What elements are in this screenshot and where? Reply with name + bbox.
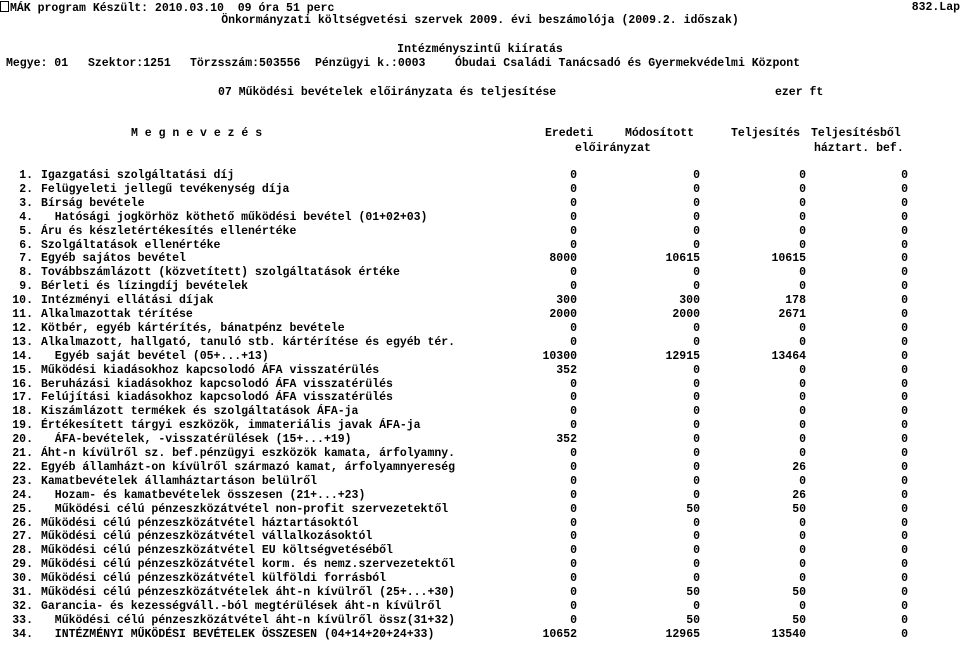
row-label: Beruházási kiadásokhoz kapcsolodó ÁFA visszatérülés bbox=[41, 377, 393, 391]
actual-performance: 0 bbox=[799, 280, 806, 294]
table-row bbox=[0, 572, 960, 585]
table-row bbox=[0, 350, 960, 363]
table-row bbox=[0, 378, 960, 391]
row-label: Egyéb saját bevétel (05+...+13) bbox=[41, 349, 269, 363]
household-portion: 0 bbox=[901, 530, 908, 544]
original-estimate: 0 bbox=[570, 335, 577, 349]
original-estimate: 0 bbox=[570, 266, 577, 280]
household-portion: 0 bbox=[901, 321, 908, 335]
actual-performance: 0 bbox=[799, 210, 806, 224]
institution-name: Óbudai Családi Tanácsadó és Gyermekvédelmi Központ bbox=[455, 57, 801, 70]
household-portion: 0 bbox=[901, 516, 908, 530]
table-row bbox=[0, 558, 960, 571]
actual-performance: 13464 bbox=[771, 349, 806, 363]
actual-performance: 0 bbox=[799, 419, 806, 433]
row-label: Bírság bevétele bbox=[41, 196, 145, 210]
table-row bbox=[0, 614, 960, 627]
registry-label: Törzsszám:503556 bbox=[190, 57, 301, 70]
table-row bbox=[0, 447, 960, 460]
household-portion: 0 bbox=[901, 252, 908, 266]
row-number: 15. bbox=[12, 363, 33, 377]
actual-performance: 0 bbox=[799, 433, 806, 447]
household-portion: 0 bbox=[901, 433, 908, 447]
table-row bbox=[0, 252, 960, 265]
row-number: 19. bbox=[12, 419, 33, 433]
modified-estimate: 50 bbox=[686, 586, 700, 599]
row-number: 6. bbox=[19, 238, 33, 252]
original-estimate: 0 bbox=[570, 586, 577, 599]
actual-performance: 178 bbox=[785, 294, 806, 308]
row-number: 33. bbox=[12, 613, 33, 627]
row-number: 16. bbox=[12, 377, 33, 391]
table-row bbox=[0, 169, 960, 182]
table-row bbox=[0, 336, 960, 349]
table-row bbox=[0, 419, 960, 432]
household-portion: 0 bbox=[901, 460, 908, 474]
original-estimate: 0 bbox=[570, 405, 577, 419]
household-portion: 0 bbox=[901, 558, 908, 572]
original-estimate: 300 bbox=[556, 294, 577, 308]
table-row bbox=[0, 280, 960, 293]
actual-performance: 0 bbox=[799, 224, 806, 238]
actual-performance: 0 bbox=[799, 599, 806, 613]
household-portion: 0 bbox=[901, 210, 908, 224]
modified-estimate: 0 bbox=[693, 544, 700, 558]
column-header-actual: Teljesítés bbox=[731, 127, 801, 140]
modified-estimate: 12965 bbox=[665, 627, 700, 641]
actual-performance: 0 bbox=[799, 377, 806, 391]
table-row bbox=[0, 294, 960, 307]
row-label: Működési célú pénzeszközátvétel háztartásoktól bbox=[41, 516, 359, 530]
modified-estimate: 0 bbox=[693, 572, 700, 586]
row-label: Igazgatási szolgáltatási díj bbox=[41, 169, 235, 182]
row-label: Áru és készletértékesítés ellenértéke bbox=[41, 224, 297, 238]
modified-estimate: 0 bbox=[693, 196, 700, 210]
household-portion: 0 bbox=[901, 182, 908, 196]
household-portion: 0 bbox=[901, 391, 908, 405]
row-number: 26. bbox=[12, 516, 33, 530]
table-row bbox=[0, 461, 960, 474]
row-label: Továbbszámlázott (közvetített) szolgáltatások értéke bbox=[41, 266, 400, 280]
original-estimate: 0 bbox=[570, 377, 577, 391]
page-number: 832.Lap bbox=[911, 1, 960, 14]
modified-estimate: 0 bbox=[693, 488, 700, 502]
column-header-modified: Módosított bbox=[625, 127, 695, 140]
institution-code: Pénzügyi k.:0003 bbox=[315, 57, 426, 70]
household-portion: 0 bbox=[901, 238, 908, 252]
row-number: 3. bbox=[19, 196, 33, 210]
row-label: Egyéb államházt-on kívülről származó kamat, árfolyamnyereség bbox=[41, 460, 456, 474]
row-number: 23. bbox=[12, 474, 33, 488]
actual-performance: 0 bbox=[799, 516, 806, 530]
household-portion: 0 bbox=[901, 280, 908, 294]
table-row bbox=[0, 308, 960, 321]
row-label: Alkalmazott, hallgató, tanuló stb. kártérítése és egyéb tér. bbox=[41, 335, 456, 349]
original-estimate: 0 bbox=[570, 572, 577, 586]
table-row bbox=[0, 628, 960, 641]
modified-estimate: 0 bbox=[693, 238, 700, 252]
sector-label: Szektor:1251 bbox=[88, 57, 171, 70]
row-label: Értékesített tárgyi eszközök, immateriális javak ÁFA-ja bbox=[41, 419, 421, 433]
original-estimate: 0 bbox=[570, 544, 577, 558]
table-title: 07 Működési bevételek előirányzata és teljesítése bbox=[218, 86, 557, 99]
print-type: Intézményszintű kiíratás bbox=[397, 43, 563, 56]
modified-estimate: 0 bbox=[693, 377, 700, 391]
household-portion: 0 bbox=[901, 627, 908, 641]
modified-estimate: 2000 bbox=[672, 308, 700, 321]
row-number: 10. bbox=[12, 294, 33, 308]
actual-performance: 0 bbox=[799, 182, 806, 196]
household-portion: 0 bbox=[901, 335, 908, 349]
original-estimate: 0 bbox=[570, 238, 577, 252]
row-label: INTÉZMÉNYI MŰKÖDÉSI BEVÉTELEK ÖSSZESEN (04+14+20+24+33) bbox=[41, 627, 435, 641]
row-label: Működési kiadásokhoz kapcsolodó ÁFA visszatérülés bbox=[41, 363, 380, 377]
modified-estimate: 0 bbox=[693, 280, 700, 294]
original-estimate: 10300 bbox=[542, 349, 577, 363]
row-number: 32. bbox=[12, 599, 33, 613]
modified-estimate: 300 bbox=[679, 294, 700, 308]
row-label: Felügyeleti jellegű tevékenység díja bbox=[41, 182, 290, 196]
row-number: 31. bbox=[12, 586, 33, 599]
row-number: 21. bbox=[12, 447, 33, 460]
household-portion: 0 bbox=[901, 586, 908, 599]
original-estimate: 0 bbox=[570, 447, 577, 460]
modified-estimate: 0 bbox=[693, 433, 700, 447]
modified-estimate: 0 bbox=[693, 224, 700, 238]
modified-estimate: 50 bbox=[686, 613, 700, 627]
row-number: 1. bbox=[19, 169, 33, 182]
table-row bbox=[0, 586, 960, 599]
table-row bbox=[0, 364, 960, 377]
actual-performance: 0 bbox=[799, 363, 806, 377]
column-header-household-line2: háztart. bef. bbox=[814, 142, 904, 155]
modified-estimate: 0 bbox=[693, 266, 700, 280]
household-portion: 0 bbox=[901, 613, 908, 627]
original-estimate: 0 bbox=[570, 419, 577, 433]
table-row bbox=[0, 530, 960, 543]
actual-performance: 0 bbox=[799, 196, 806, 210]
original-estimate: 0 bbox=[570, 224, 577, 238]
original-estimate: 0 bbox=[570, 210, 577, 224]
table-row bbox=[0, 197, 960, 210]
household-portion: 0 bbox=[901, 196, 908, 210]
row-label: Garancia- és kezességváll.-ból megtérülések áht-n kívülről bbox=[41, 599, 442, 613]
modified-estimate: 0 bbox=[693, 447, 700, 460]
original-estimate: 0 bbox=[570, 613, 577, 627]
column-header-original-line2: előirányzat bbox=[575, 142, 651, 155]
actual-performance: 0 bbox=[799, 321, 806, 335]
county-label: Megye: 01 bbox=[6, 57, 69, 70]
modified-estimate: 0 bbox=[693, 405, 700, 419]
row-number: 24. bbox=[12, 488, 33, 502]
original-estimate: 0 bbox=[570, 516, 577, 530]
table-row bbox=[0, 239, 960, 252]
report-subtitle: Önkormányzati költségvetési szervek 2009. évi beszámolója (2009.2. időszak) bbox=[221, 14, 739, 27]
household-portion: 0 bbox=[901, 266, 908, 280]
modified-estimate: 0 bbox=[693, 182, 700, 196]
row-label: Működési célú pénzeszközátvétel non-profit szervezetektől bbox=[41, 502, 449, 516]
row-number: 8. bbox=[19, 266, 33, 280]
original-estimate: 0 bbox=[570, 196, 577, 210]
row-label: Alkalmazottak térítése bbox=[41, 308, 193, 321]
actual-performance: 0 bbox=[799, 405, 806, 419]
actual-performance: 26 bbox=[792, 460, 806, 474]
modified-estimate: 0 bbox=[693, 335, 700, 349]
original-estimate: 0 bbox=[570, 474, 577, 488]
original-estimate: 0 bbox=[570, 169, 577, 182]
modified-estimate: 0 bbox=[693, 363, 700, 377]
row-number: 25. bbox=[12, 502, 33, 516]
row-number: 20. bbox=[12, 433, 33, 447]
row-number: 4. bbox=[19, 210, 33, 224]
row-number: 28. bbox=[12, 544, 33, 558]
actual-performance: 2671 bbox=[778, 308, 806, 321]
table-row bbox=[0, 405, 960, 418]
household-portion: 0 bbox=[901, 488, 908, 502]
actual-performance: 50 bbox=[792, 586, 806, 599]
actual-performance: 10615 bbox=[771, 252, 806, 266]
actual-performance: 0 bbox=[799, 447, 806, 460]
modified-estimate: 0 bbox=[693, 210, 700, 224]
actual-performance: 0 bbox=[799, 238, 806, 252]
original-estimate: 0 bbox=[570, 460, 577, 474]
table-row bbox=[0, 183, 960, 196]
row-label: Működési célú pénzeszközátvétel külföldi forrásból bbox=[41, 572, 387, 586]
row-label: Egyéb sajátos bevétel bbox=[41, 252, 186, 266]
column-header-household: Teljesítésből bbox=[811, 127, 901, 140]
row-number: 34. bbox=[12, 627, 33, 641]
actual-performance: 0 bbox=[799, 391, 806, 405]
missing-glyph-icon bbox=[0, 1, 9, 12]
row-label: Működési célú pénzeszközátvétel vállalkozásoktól bbox=[41, 530, 373, 544]
table-row bbox=[0, 503, 960, 516]
modified-estimate: 50 bbox=[686, 502, 700, 516]
actual-performance: 0 bbox=[799, 474, 806, 488]
row-number: 13. bbox=[12, 335, 33, 349]
row-label: Kiszámlázott termékek és szolgáltatások ÁFA-ja bbox=[41, 405, 359, 419]
modified-estimate: 10615 bbox=[665, 252, 700, 266]
original-estimate: 352 bbox=[556, 433, 577, 447]
modified-estimate: 0 bbox=[693, 321, 700, 335]
household-portion: 0 bbox=[901, 349, 908, 363]
row-number: 17. bbox=[12, 391, 33, 405]
original-estimate: 0 bbox=[570, 599, 577, 613]
program-timestamp: MÁK program Készült: 2010.03.10 09 óra 51 perc bbox=[10, 2, 335, 15]
row-label: Működési célú pénzeszközátvétel EU költségvetéséből bbox=[41, 544, 393, 558]
row-number: 5. bbox=[19, 224, 33, 238]
modified-estimate: 0 bbox=[693, 460, 700, 474]
original-estimate: 0 bbox=[570, 530, 577, 544]
row-number: 14. bbox=[12, 349, 33, 363]
modified-estimate: 12915 bbox=[665, 349, 700, 363]
actual-performance: 0 bbox=[799, 266, 806, 280]
row-label: Bérleti és lízingdíj bevételek bbox=[41, 280, 249, 294]
row-number: 27. bbox=[12, 530, 33, 544]
modified-estimate: 0 bbox=[693, 558, 700, 572]
unit-label: ezer ft bbox=[775, 86, 824, 99]
column-header-name: M e g n e v e z é s bbox=[131, 127, 263, 140]
original-estimate: 0 bbox=[570, 182, 577, 196]
original-estimate: 0 bbox=[570, 558, 577, 572]
row-label: Áht-n kívülről sz. bef.pénzügyi eszközök kamata, árfolyamny. bbox=[41, 447, 456, 460]
household-portion: 0 bbox=[901, 447, 908, 460]
modified-estimate: 0 bbox=[693, 474, 700, 488]
row-number: 9. bbox=[19, 280, 33, 294]
actual-performance: 0 bbox=[799, 544, 806, 558]
household-portion: 0 bbox=[901, 377, 908, 391]
row-label: Felújítási kiadásokhoz kapcsolodó ÁFA visszatérülés bbox=[41, 391, 393, 405]
row-label: Működési célú pénzeszközátvételek áht-n kívülről (25+...+30) bbox=[41, 586, 456, 599]
table-row bbox=[0, 600, 960, 613]
row-number: 2. bbox=[19, 182, 33, 196]
row-number: 18. bbox=[12, 405, 33, 419]
original-estimate: 0 bbox=[570, 488, 577, 502]
household-portion: 0 bbox=[901, 599, 908, 613]
household-portion: 0 bbox=[901, 294, 908, 308]
household-portion: 0 bbox=[901, 405, 908, 419]
actual-performance: 0 bbox=[799, 572, 806, 586]
report-header-line bbox=[0, 1, 334, 15]
household-portion: 0 bbox=[901, 224, 908, 238]
actual-performance: 13540 bbox=[771, 627, 806, 641]
modified-estimate: 0 bbox=[693, 391, 700, 405]
table-row bbox=[0, 544, 960, 557]
table-row bbox=[0, 489, 960, 502]
table-row bbox=[0, 322, 960, 335]
original-estimate: 2000 bbox=[549, 308, 577, 321]
row-label: Működési célú pénzeszközátvétel áht-n kívülről össz(31+32) bbox=[41, 613, 456, 627]
original-estimate: 10652 bbox=[542, 627, 577, 641]
household-portion: 0 bbox=[901, 572, 908, 586]
row-number: 11. bbox=[12, 308, 33, 321]
modified-estimate: 0 bbox=[693, 169, 700, 182]
row-number: 7. bbox=[19, 252, 33, 266]
row-number: 29. bbox=[12, 558, 33, 572]
modified-estimate: 0 bbox=[693, 419, 700, 433]
actual-performance: 0 bbox=[799, 530, 806, 544]
row-label: Intézményi ellátási díjak bbox=[41, 294, 214, 308]
actual-performance: 0 bbox=[799, 558, 806, 572]
row-label: Kamatbevételek államháztartáson belülről bbox=[41, 474, 318, 488]
original-estimate: 0 bbox=[570, 321, 577, 335]
modified-estimate: 0 bbox=[693, 530, 700, 544]
original-estimate: 8000 bbox=[549, 252, 577, 266]
modified-estimate: 0 bbox=[693, 599, 700, 613]
row-label: Szolgáltatások ellenértéke bbox=[41, 238, 221, 252]
household-portion: 0 bbox=[901, 502, 908, 516]
row-label: ÁFA-bevételek, -visszatérülések (15+...+19) bbox=[41, 433, 352, 447]
actual-performance: 26 bbox=[792, 488, 806, 502]
row-label: Működési célú pénzeszközátvétel korm. és nemz.szervezetektől bbox=[41, 558, 456, 572]
household-portion: 0 bbox=[901, 308, 908, 321]
household-portion: 0 bbox=[901, 363, 908, 377]
table-row bbox=[0, 225, 960, 238]
actual-performance: 0 bbox=[799, 335, 806, 349]
table-row bbox=[0, 517, 960, 530]
row-number: 30. bbox=[12, 572, 33, 586]
actual-performance: 0 bbox=[799, 169, 806, 182]
column-header-original: Eredeti bbox=[545, 127, 594, 140]
table-row bbox=[0, 391, 960, 404]
household-portion: 0 bbox=[901, 474, 908, 488]
table-row bbox=[0, 211, 960, 224]
household-portion: 0 bbox=[901, 169, 908, 182]
household-portion: 0 bbox=[901, 544, 908, 558]
original-estimate: 0 bbox=[570, 502, 577, 516]
modified-estimate: 0 bbox=[693, 516, 700, 530]
table-row bbox=[0, 433, 960, 446]
original-estimate: 0 bbox=[570, 280, 577, 294]
actual-performance: 50 bbox=[792, 502, 806, 516]
row-number: 12. bbox=[12, 321, 33, 335]
household-portion: 0 bbox=[901, 419, 908, 433]
original-estimate: 352 bbox=[556, 363, 577, 377]
table-row bbox=[0, 266, 960, 279]
row-label: Hatósági jogkörhöz köthető működési bevétel (01+02+03) bbox=[41, 210, 428, 224]
row-label: Hozam- és kamatbevételek összesen (21+...+23) bbox=[41, 488, 366, 502]
actual-performance: 50 bbox=[792, 613, 806, 627]
table-row bbox=[0, 475, 960, 488]
row-number: 22. bbox=[12, 460, 33, 474]
original-estimate: 0 bbox=[570, 391, 577, 405]
row-label: Kötbér, egyéb kártérítés, bánatpénz bevétele bbox=[41, 321, 345, 335]
